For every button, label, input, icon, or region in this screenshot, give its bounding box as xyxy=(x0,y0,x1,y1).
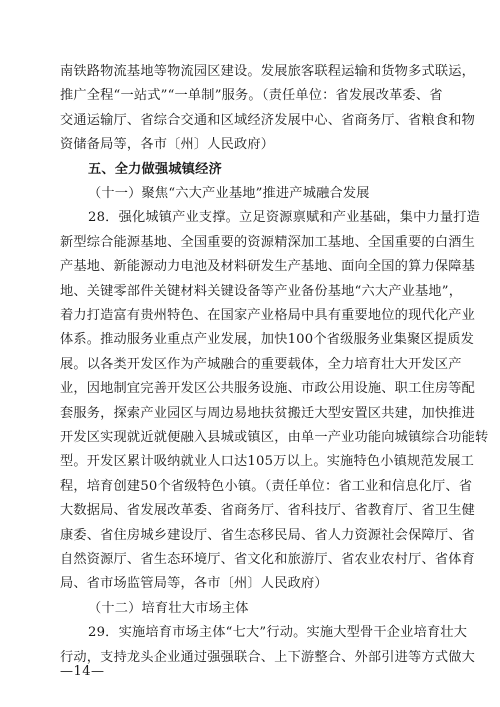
text-line: 自然资源厅、省生态环境厅、省文化和旅游厅、省农业农村厅、省体育 xyxy=(60,552,476,567)
text-line: 产基地、新能源动力电池及材料研发生产基地、面向全国的算力保障基 xyxy=(60,259,476,275)
text-line: 新型综合能源基地、全国重要的资源精深加工基地、全国重要的白酒生 xyxy=(60,234,476,250)
text-line: 展。以各类开发区作为产城融合的重要载体，全力培育壮大开发区产 xyxy=(60,356,462,372)
text-line: 体系。推动服务业重点产业发展，加快100个省级服务业集聚区提质发 xyxy=(60,332,475,348)
text-line: 资储备局等，各市〔州〕人民政府） xyxy=(60,137,275,153)
text-line: 局、省市场监管局等，各市〔州〕人民政府） xyxy=(60,576,328,592)
text-line: 交通运输厅、省综合交通和区域经济发展中心、省商务厅、省粮食和物 xyxy=(60,112,476,128)
text-line: 套服务，探索产业园区与周边易地扶贫搬迁大型安置区共建，加快推进 xyxy=(60,405,476,421)
text-line: 大数据局、省发展改革委、省商务厅、省科技厅、省教育厅、省卫生健 xyxy=(60,503,476,519)
text-line: 着力打造富有贵州特色、在国家产业格局中具有重要地位的现代化产业 xyxy=(60,308,476,323)
text-line: 28．强化城镇产业支撑。立足资源禀赋和产业基础，集中力量打造 xyxy=(88,210,481,226)
text-line: （十一）聚焦“六大产业基地”推进产城融合发展 xyxy=(88,186,370,201)
text-line: 行动，支持龙头企业通过强强联合、上下游整合、外部引进等方式做大 xyxy=(60,649,476,665)
text-line: 南铁路物流基地等物流园区建设。发展旅客联程运输和货物多式联运， xyxy=(60,64,476,79)
text-line: 开发区实现就近就便融入县城或镇区，由单一产业功能向城镇综合功能转 xyxy=(60,430,489,445)
page-number: —14— xyxy=(60,664,105,679)
text-line: 业，因地制宜完善开发区公共服务设施、市政公用设施、职工住房等配 xyxy=(60,381,476,397)
text-line: 康委、省住房城乡建设厅、省生态移民局、省人力资源社会保障厅、省 xyxy=(60,527,476,543)
text-line: 地、关键零部件关键材料关键设备等产业备份基地“六大产业基地”， xyxy=(60,283,463,299)
text-line: 程，培育创建50个省级特色小镇。（责任单位：省工业和信息化厅、省 xyxy=(60,478,473,494)
text-line: （十二）培育壮大市场主体 xyxy=(88,600,249,616)
section-heading: 五、全力做强城镇经济 xyxy=(88,161,222,177)
text-line: 型。开发区累计吸纳就业人口达105万以上。实施特色小镇规范发展工 xyxy=(60,454,475,470)
text-line: 推广全程“一站式”“一单制”服务。（责任单位：省发展改革委、省 xyxy=(60,88,443,104)
text-line: 29．实施培育市场主体“七大”行动。实施大型骨干企业培育壮大 xyxy=(88,625,468,641)
